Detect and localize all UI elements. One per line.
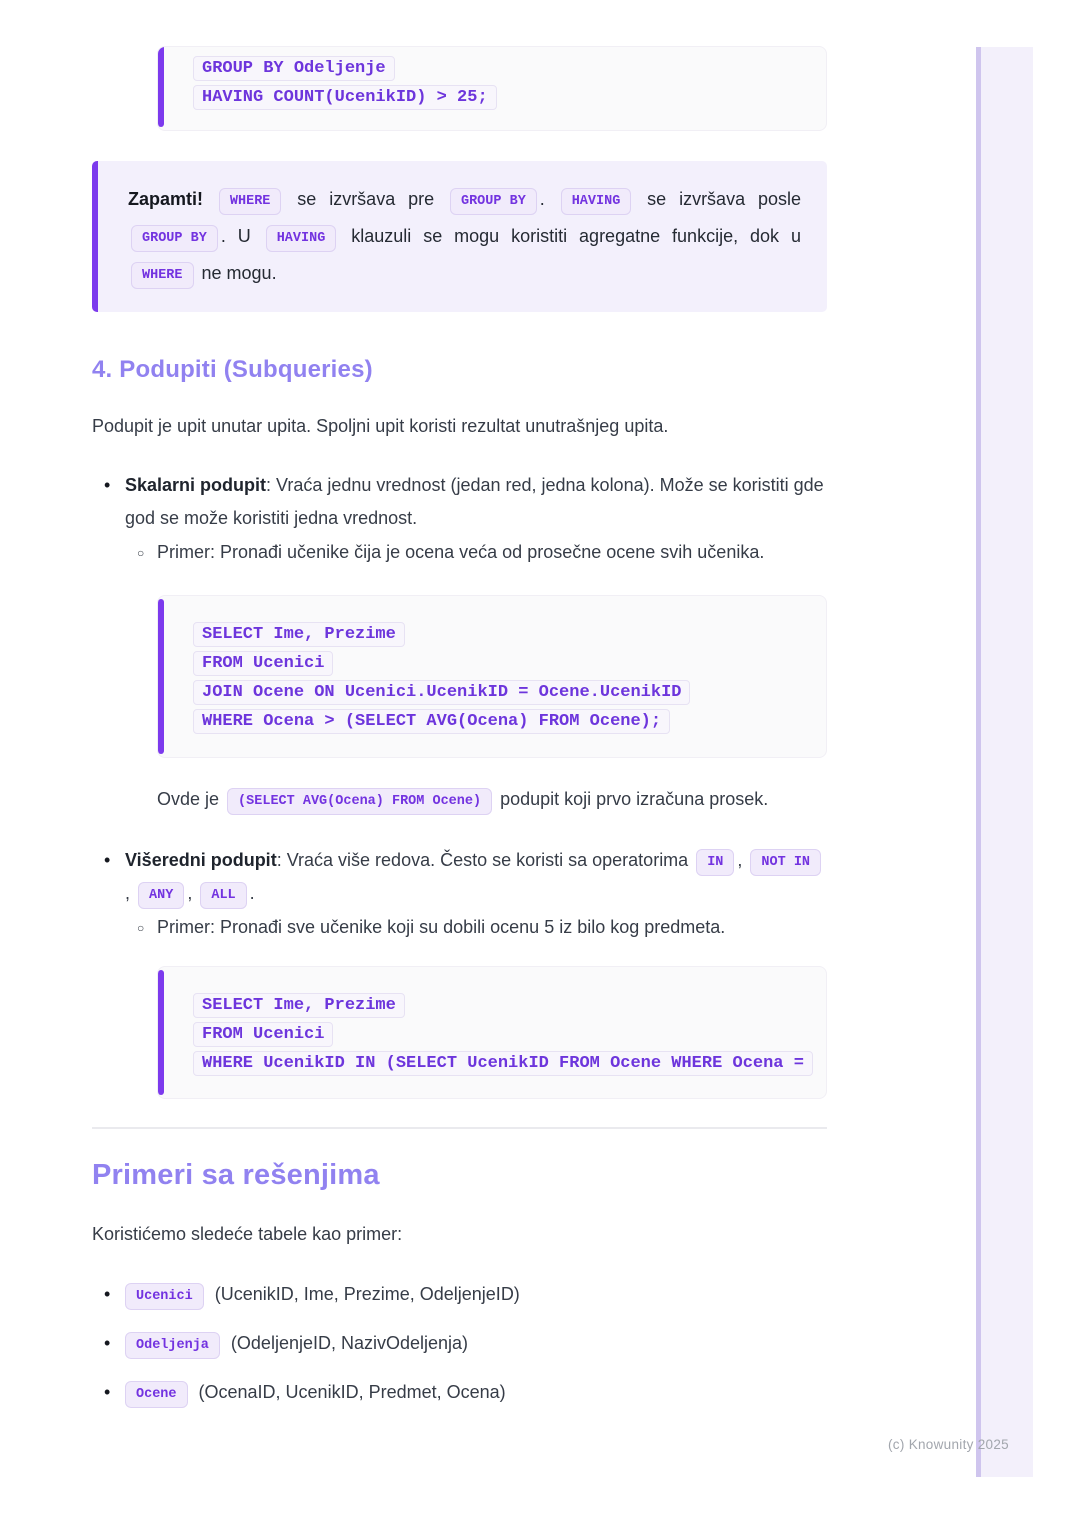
inline-code-chip: GROUP BY (131, 225, 218, 252)
bold-text: Višeredni podupit (125, 850, 277, 870)
section-divider (92, 1127, 827, 1129)
code-line-chip: SELECT Ime, Prezime (193, 993, 405, 1018)
code-line-chip: JOIN Ocene ON Ucenici.UcenikID = Ocene.UcenikID (193, 680, 690, 705)
code-line-chip: FROM Ucenici (193, 1022, 333, 1047)
inline-code-chip: IN (696, 849, 734, 876)
scalar-subquery-note: Ovde je (SELECT AVG(Ocena) FROM Ocene) podupit koji prvo izračuna prosek. (157, 780, 769, 818)
code-lines (193, 56, 812, 110)
inline-code-chip: ANY (138, 882, 184, 909)
callout-zapamti (92, 161, 827, 312)
inline-code-chip: NOT IN (750, 849, 821, 876)
examples-intro: Koristićemo sledeće tabele kao primer: (92, 1224, 403, 1244)
example-tables-list (92, 1279, 827, 1408)
code-line (193, 85, 812, 110)
code-line (193, 709, 812, 734)
code-line (193, 1051, 812, 1076)
code-line-chip: SELECT Ime, Prezime (193, 622, 405, 647)
next-page-edge (976, 47, 1033, 1477)
bold-text: Skalarni podupit (125, 475, 267, 495)
code-line-chip: FROM Ucenici (193, 651, 333, 676)
subquery-types-list (92, 469, 827, 569)
inline-code-chip: GROUP BY (450, 188, 537, 215)
examples-heading: Primeri sa rešenjima (92, 1159, 380, 1191)
inline-code-chip: Odeljenja (125, 1332, 220, 1359)
table-item-ocene: • Ocene (OcenaID, UcenikID, Predmet, Ocena) (125, 1377, 827, 1408)
multirow-sublist (125, 911, 827, 944)
scalar-example-item: ○ Primer: Pronađi učenike čija je ocena veća od prosečne ocene svih učenika. (157, 536, 827, 569)
code-line (193, 622, 812, 647)
inline-code-chip: HAVING (266, 225, 337, 252)
scalar-subquery-text: Skalarni podupit: Vraća jednu vrednost (jedan red, jedna kolona). Može se koristiti gde god se može koristiti jedna vrednost. (125, 475, 824, 528)
code-line-chip: WHERE Ocena > (SELECT AVG(Ocena) FROM Ocene); (193, 709, 670, 734)
callout-text: Zapamti! WHERE se izvršava pre GROUP BY . HAVING se izvršava posle GROUP BY . U HAVING klauzuli se mogu koristiti agregatne funkcije, dok u WHERE ne mogu. (128, 189, 801, 283)
inline-code-chip: Ucenici (125, 1283, 204, 1310)
document-content (92, 0, 827, 1426)
section-heading-subqueries: 4. Podupiti (Subqueries) (92, 356, 373, 383)
bold-text: Zapamti! (128, 189, 204, 209)
copyright-watermark: (c) Knowunity 2025 (888, 1437, 1009, 1452)
code-line (193, 56, 812, 81)
code-line (193, 1022, 812, 1047)
inline-code-chip: (SELECT AVG(Ocena) FROM Ocene) (227, 788, 492, 815)
inline-code-chip: HAVING (561, 188, 632, 215)
code-line-chip: WHERE UcenikID IN (SELECT UcenikID FROM Ocene WHERE Ocena = (193, 1051, 813, 1076)
code-line-chip: GROUP BY Odeljenje (193, 56, 395, 81)
table-item-odeljenja: • Odeljenja (OdeljenjeID, NazivOdeljenja) (125, 1328, 827, 1359)
list-item-scalar-subquery (125, 469, 827, 569)
code-block-scalar-subquery (157, 595, 827, 758)
table-item-ucenici: • Ucenici (UcenikID, Ime, Prezime, OdeljenjeID) (125, 1279, 827, 1310)
scalar-sublist (125, 536, 827, 569)
code-line-chip: HAVING COUNT(UcenikID) > 25; (193, 85, 497, 110)
subqueries-intro: Podupit je upit unutar upita. Spoljni upit koristi rezultat unutrašnjeg upita. (92, 416, 669, 436)
multirow-subquery-text: Višeredni podupit: Vraća više redova. Često se koristi sa operatorima IN , NOT IN, ANY , ALL . (125, 850, 824, 903)
multirow-example-item: ○ Primer: Pronađi sve učenike koji su dobili ocenu 5 iz bilo kog predmeta. (157, 911, 827, 944)
subquery-types-list-2 (92, 844, 827, 944)
inline-code-chip: ALL (200, 882, 246, 909)
inline-code-chip: WHERE (131, 262, 194, 289)
inline-code-chip: Ocene (125, 1381, 188, 1408)
code-lines (193, 622, 812, 734)
code-line (193, 651, 812, 676)
code-block-having (157, 46, 827, 131)
code-lines (193, 993, 812, 1076)
code-line (193, 993, 812, 1018)
code-line (193, 680, 812, 705)
list-item-multirow-subquery (125, 844, 827, 944)
inline-code-chip: WHERE (219, 188, 282, 215)
code-block-multirow-subquery (157, 966, 827, 1099)
